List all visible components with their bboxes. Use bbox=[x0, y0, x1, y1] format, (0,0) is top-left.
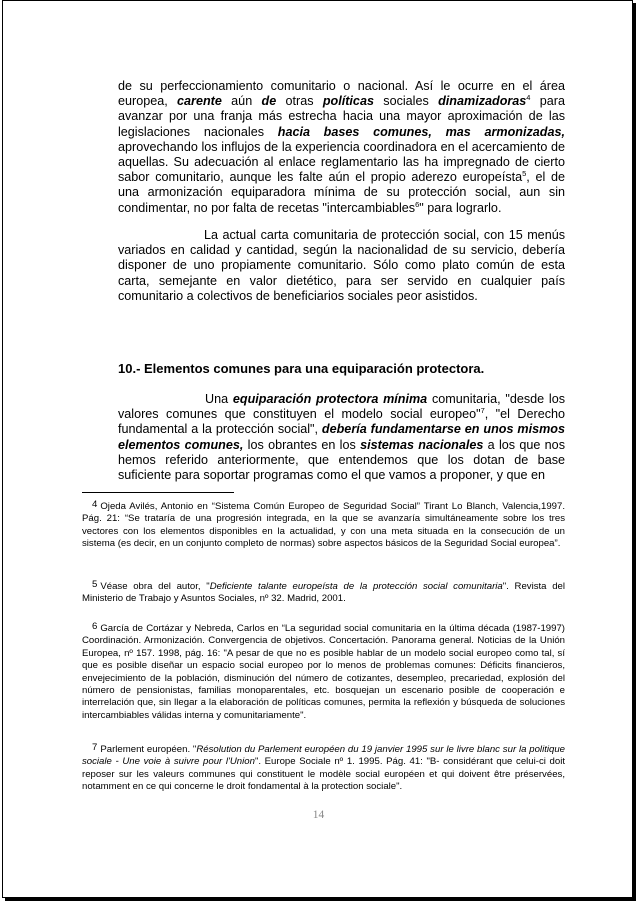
footnote-ref-5[interactable]: 5 bbox=[522, 169, 527, 179]
paragraph-3: Una equiparación protectora mínima comunitaria, "desde los valores comunes que constituyen el modelo social europeo"$^7$, "el Derecho fundamental a la protección social", debería fundamentarse en unos mismos elementos comunes, los obrantes en los sistemas nacionales a los que nos hemos referido anteriormente, que entendemos que los dotan de base suficiente para soportar programas como el que vamos a proponer, y que en bbox=[118, 392, 566, 483]
footnote-6: 6 García de Cortázar y Nebreda, Carlos en “La seguridad social comunitaria en la última década (1987-1997) Coordinación. Armonización. Convergencia de objetivos. Concertación. Panorama general. Noticias de la Unión Europea, nº 157. 1998, pág. 16: "A pesar de que no es posible hablar de un modelo social europeo como tal, sí que es posible diseñar un espacio social europeo por lo menos de problemas comunes: Déficits financieros, envejecimiento de la población, disminución del número de cotizantes, desempleo, precariedad, explosión del número de pensionistas, familias monoparentales, etc. bosquejan un escenario posible de cooperación e interrelación que, sin llegar a la elaboración de políticas comunes, permita la reflexión y búsqueda de soluciones intercambiables válidas interna y comunitariamente". bbox=[82, 621, 565, 721]
footnote-4: 4 Ojeda Avilés, Antonio en “Sistema Común Europeo de Seguridad Social” Tirant Lo Blanch, Valencia,1997. Pág. 21: “Se trataría de una progresión integrada, en la que se avanzaría simultáneamente sobre los tres vectores con los elementos disponibles en la actualidad, y con una meta situada en la consecución de un sistema (es decir, en un conjunto completo de normas) sobre aspectos básicos de la Seguridad Social europea”. bbox=[82, 499, 565, 550]
footnote-separator bbox=[82, 492, 234, 493]
footnote-7: 7 Parlement européen. "Résolution du Parlement européen du 19 janvier 1995 sur le livre blanc sur la politique sociale - Une voie à suivre pour l'Union". Europe Sociale nº 1. 1995. Pág. 41: "B- considérant que celui-ci doit reposer sur les valeurs communes qui constituent le modèle social européen et qui doivent être préservées, notamment en ce qui concerne le droit fondamental à la protection sociale". bbox=[82, 742, 565, 793]
paragraph-1: de su perfeccionamiento comunitario o nacional. Así le ocurre en el área europea, carente aún de otras políticas sociales dinamizadoras$^4$ para avanzar por una franja más estrecha hacia una mayor aproximación de las legislaciones nacionales hacia bases comunes, mas armonizadas, aprovechando los influjos de la experiencia coordinadora en el acercamiento de aquellas. Su adecuación al enlace reglamentario las ha impregnado de cierto sabor comunitario, aunque les falte aún el propio aderezo europeísta$^5$, el de una armonización equiparadora mínima de su protección social, aun sin condimentar, no por falta de recetas "intercambiables$^6$" para lograrlo. bbox=[118, 79, 565, 215]
section-heading: 10.- Elementos comunes para una equiparación protectora. bbox=[118, 361, 485, 376]
footnote-ref-6[interactable]: 6 bbox=[415, 199, 420, 209]
footnote-5: 5 Véase obra del autor, "Deficiente talante europeísta de la protección social comunitaria". Revista del Ministerio de Trabajo y Asuntos Sociales, nº 32. Madrid, 2001. bbox=[82, 579, 566, 605]
page-number: 14 bbox=[312, 809, 325, 821]
document-page bbox=[2, 0, 633, 898]
paragraph-2: La actual carta comunitaria de protección social, con 15 menús variados en calidad y cantidad, según la nacionalidad de su servicio, debería disponer de uno propiamente comunitario. Sólo como plato común de esta carta, semejante en valor dietético, para ser servido en cualquier país comunitario a colectivos de beneficiarios sociales peor asistidos. bbox=[118, 228, 565, 303]
footnote-ref-4[interactable]: 4 bbox=[526, 93, 531, 103]
footnote-ref-7[interactable]: 7 bbox=[480, 406, 485, 416]
